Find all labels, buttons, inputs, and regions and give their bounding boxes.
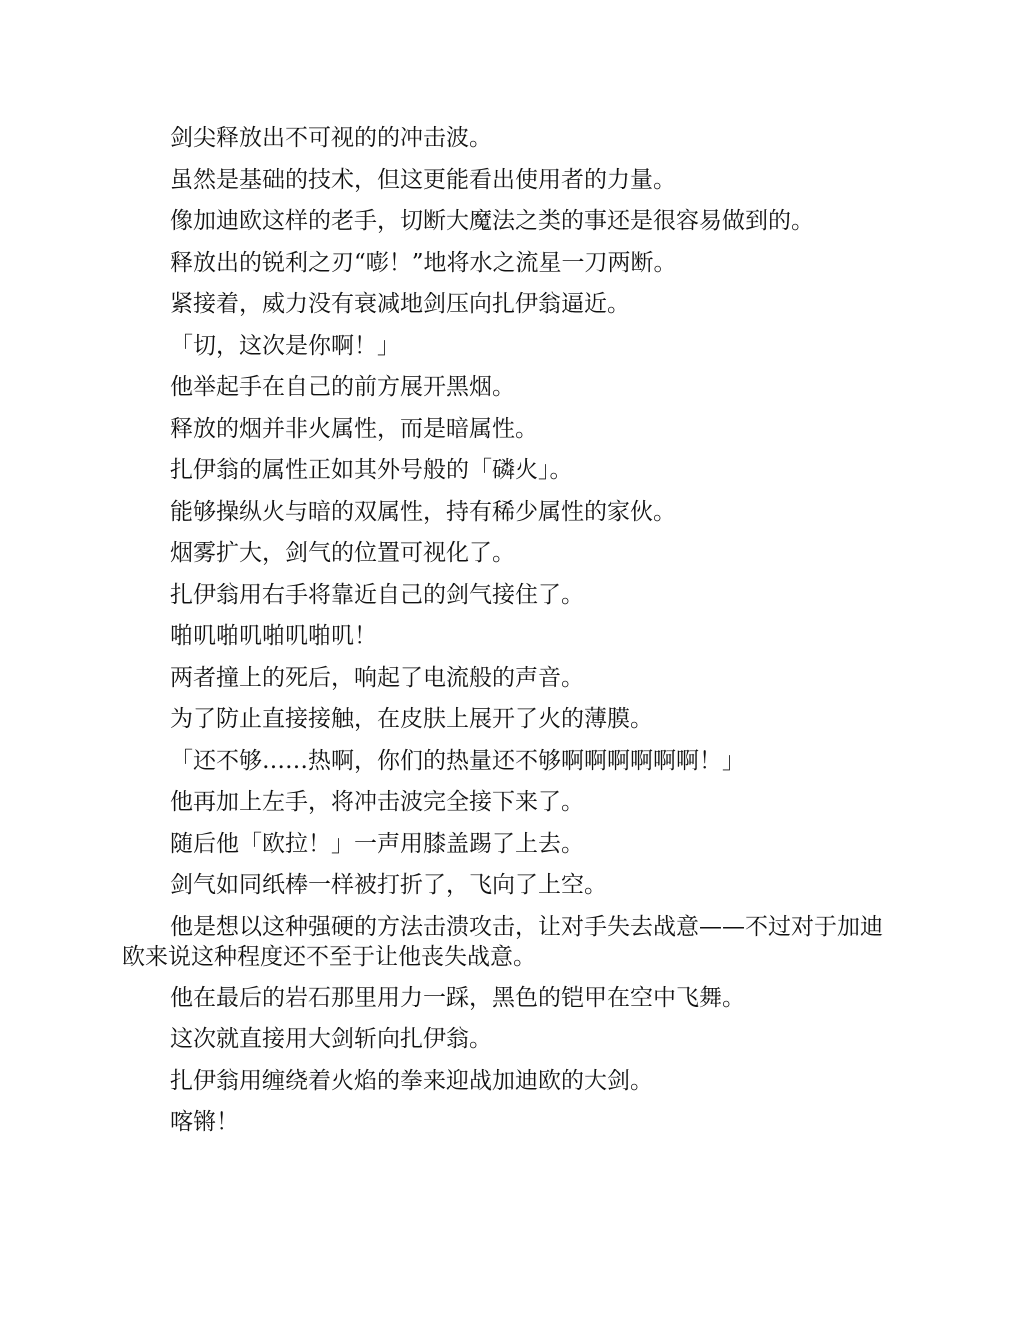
paragraph: 他再加上左手，将冲击波完全接下来了。 [170,789,584,815]
paragraph: 剑气如同纸棒一样被打折了，飞向了上空。 [170,872,607,898]
paragraph: 啪叽啪叽啪叽啪叽！ [170,623,377,649]
paragraph: 烟雾扩大，剑气的位置可视化了。 [170,540,515,566]
paragraph: 紧接着，威力没有衰减地剑压向扎伊翁逼近。 [170,291,630,317]
paragraph: 扎伊翁用右手将靠近自己的剑气接住了。 [170,581,584,608]
paragraph: 释放的烟并非火属性，而是暗属性。 [170,415,538,442]
paragraph: 喀锵！ [170,1109,239,1135]
paragraph: 随后他「欧拉！」一声用膝盖踢了上去。 [170,830,584,857]
paragraph: 虽然是基础的技术，但这更能看出使用者的力量。 [170,166,676,193]
paragraph: 释放出的锐利之刃“嘭！”地将水之流星一刀两断。 [170,249,677,276]
paragraph: 这次就直接用大剑斩向扎伊翁。 [170,1026,492,1052]
paragraph: 剑尖释放出不可视的的冲击波。 [170,125,492,151]
paragraph: 他举起手在自己的前方展开黑烟。 [170,374,515,400]
paragraph: 能够操纵火与暗的双属性，持有稀少属性的家伙。 [170,498,676,525]
paragraph: 为了防止直接接触，在皮肤上展开了火的薄膜。 [170,706,653,732]
paragraph: 「切，这次是你啊！」 [170,332,400,359]
paragraph: 他是想以这种强硬的方法击溃攻击，让对手失去战意——不过对于加迪欧来说这种程度还不至于让他丧失战意。 [122,913,883,970]
paragraph: 扎伊翁的属性正如其外号般的「磷火」。 [170,457,573,483]
paragraph: 扎伊翁用缠绕着火焰的拳来迎战加迪欧的大剑。 [170,1067,653,1094]
document-body [122,118,902,1144]
paragraph: 像加迪欧这样的老手，切断大魔法之类的事还是很容易做到的。 [170,208,814,234]
paragraph: 「还不够……热啊，你们的热量还不够啊啊啊啊啊啊！」 [170,747,745,774]
paragraph: 他在最后的岩石那里用力一踩，黑色的铠甲在空中飞舞。 [170,984,745,1011]
paragraph: 两者撞上的死后，响起了电流般的声音。 [170,664,584,691]
